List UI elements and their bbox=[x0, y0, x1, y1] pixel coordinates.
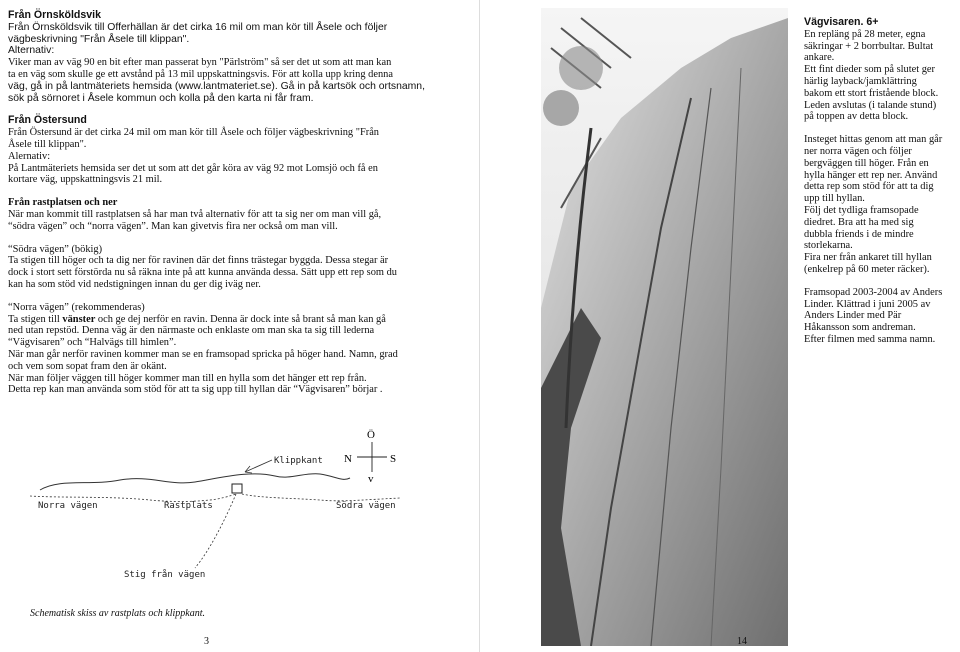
compass-west-label: N bbox=[344, 453, 352, 465]
text-line: (enkelrep på 60 meter räcker). bbox=[804, 263, 930, 275]
klippkant-arrow bbox=[245, 460, 272, 472]
text-line: När man går nerför ravinen kommer man se en framsopad spricka på höger hand. Namn, grad bbox=[8, 348, 398, 360]
cliff-photo-illustration bbox=[541, 8, 788, 646]
sketch-diagram bbox=[20, 420, 420, 605]
compass-east-label: S bbox=[390, 453, 397, 465]
text-line: bergväggen till höger. Från en bbox=[804, 157, 929, 169]
rastplats-box bbox=[232, 484, 242, 493]
text-line: dubbla friends i de mindre bbox=[804, 228, 914, 240]
text-line: Fira ner från ankaret till hyllan bbox=[804, 252, 932, 264]
text-line: vägbeskrivning "Från Åsele till klippan". bbox=[8, 33, 190, 45]
text-line: detta rep som stöd för att ta dig bbox=[804, 181, 934, 193]
text-line: härlig layback/jamklättring bbox=[804, 75, 917, 87]
sketch-caption: Schematisk skiss av rastplats och klippkant. bbox=[30, 608, 205, 619]
route-description bbox=[804, 17, 956, 346]
text-fragment: och ge dej nerför en ravin. Denna är dock inte så brant så man kan gå bbox=[95, 313, 386, 325]
text-line: Efter filmen med samma namn. bbox=[804, 333, 936, 345]
text-line: Följ det tydliga framsopade bbox=[804, 204, 919, 216]
text-line: och vem som sopat fram den är okänt. bbox=[8, 360, 167, 372]
text-line: “Vägvisaren” och “Halvägs till himlen”. bbox=[8, 337, 177, 349]
page-number: 3 bbox=[204, 636, 209, 647]
text-line: hylla hänger ett rep ner. Använd bbox=[804, 169, 938, 181]
section-heading: Från rastplatsen och ner bbox=[8, 197, 118, 209]
emphasis: vänster bbox=[62, 313, 96, 325]
right-page bbox=[481, 0, 960, 652]
cliff-photo bbox=[541, 8, 788, 646]
section-heading: “Norra vägen” (rekommenderas) bbox=[8, 301, 145, 313]
text-line: Alternativ: bbox=[8, 45, 55, 57]
text-line: Håkansson som andreman. bbox=[804, 322, 916, 334]
text-line: Framsopad 2003-2004 av Anders bbox=[804, 286, 943, 298]
section-heading: Från Östersund bbox=[8, 114, 87, 127]
text-line: kortare väg, uppskattningsvis 21 mil. bbox=[8, 174, 163, 186]
text-line: Detta rep kan man använda som stöd för att ta sig upp till hyllan där “Vägvisaren” börjar . bbox=[8, 384, 383, 396]
text-line: ned utan repstöd. Denna väg är den närmaste och enklaste om man ska ta sig till lederna bbox=[8, 325, 375, 337]
text-line: Ta stigen till höger och ta dig ner för ravinen där det finns trästegar byggda. Dessa stegar är bbox=[8, 255, 389, 267]
text-line: När man följer väggen till höger kommer man till en hylla som det hänger ett rep från. bbox=[8, 372, 367, 384]
text-line: på toppen av detta block. bbox=[804, 111, 909, 123]
text-line: ta en väg som skulle ge ett avstånd på 13 mil uppskattningsvis. För att kolla upp kring denna bbox=[8, 68, 393, 80]
text-line: kan ha som stöd vid nedstigningen innan du ger dig iväg ner. bbox=[8, 278, 261, 290]
text-line: storlekarna. bbox=[804, 240, 853, 252]
text-line: bakom ett stort fristående block. bbox=[804, 87, 939, 99]
text-line: Linder. Klättrad i juni 2005 av bbox=[804, 298, 931, 310]
text-line bbox=[8, 314, 473, 326]
page-number: 14 bbox=[737, 636, 747, 647]
route-heading: Vägvisaren. 6+ bbox=[804, 16, 879, 28]
text-line: Ett fint dieder som på slutet ger bbox=[804, 64, 936, 76]
compass-north-label: Ö bbox=[367, 429, 375, 441]
rastplats-label: Rastplats bbox=[164, 501, 213, 511]
stig-label: Stig från vägen bbox=[124, 570, 206, 580]
text-line: väg, gå in på lantmäteriets hemsida (www.lantmateriet.se). Gå in på kartsök och ortsnamn, bbox=[8, 80, 425, 92]
text-line: ankare. bbox=[804, 52, 835, 64]
text-line: diedret. Bra att ha med sig bbox=[804, 216, 914, 228]
text-line: Från Östersund är det cirka 24 mil om man kör till Åsele och följer vägbeskrivning "Från bbox=[8, 127, 380, 139]
sodra-vagen-label: Södra vägen bbox=[336, 501, 396, 511]
text-line: När man kommit till rastplatsen så har man två alternativ för att ta sig ner om man vill gå, bbox=[8, 208, 382, 220]
text-line: På Lantmäteriets hemsida ser det ut som att det går köra av väg 92 mot Lomsjö och få en bbox=[8, 162, 378, 174]
text-line: sök på sörnoret i Åsele kommun och kolla på den karta ni får fram. bbox=[8, 92, 314, 104]
ornskoldsvik-section bbox=[8, 10, 473, 396]
text-line: Viker man av väg 90 en bit efter man passerat byn "Pärlström" så ser det ut som att man kan bbox=[8, 57, 392, 69]
text-line: Från Örnsköldsvik till Offerhällan är det cirka 16 mil om man kör till Åsele och följer bbox=[8, 21, 388, 33]
text-line: säkringar + 2 borrbultar. Bultat bbox=[804, 40, 934, 52]
text-line: “södra vägen” och “norra vägen”. Man kan givetvis fira ner också om man vill. bbox=[8, 220, 338, 232]
text-fragment: Ta stigen till bbox=[8, 313, 63, 325]
cliff-edge-line bbox=[40, 474, 350, 490]
text-line: Insteget hittas genom att man går bbox=[804, 134, 943, 146]
text-line: Leden avslutas (i talande stund) bbox=[804, 99, 937, 111]
compass bbox=[344, 429, 396, 485]
compass-south-label: v bbox=[368, 473, 374, 485]
text-line: ner norra vägen och följer bbox=[804, 145, 912, 157]
section-heading: Från Örnsköldsvik bbox=[8, 9, 102, 21]
text-line: Anders Linder med Pär bbox=[804, 310, 902, 322]
text-line: Åsele till klippan". bbox=[8, 138, 87, 150]
text-line: En repläng på 28 meter, egna bbox=[804, 28, 926, 40]
norra-vagen-label: Norra vägen bbox=[38, 501, 98, 511]
section-heading: “Södra vägen” (bökig) bbox=[8, 243, 103, 255]
text-line: Alernativ: bbox=[8, 150, 51, 162]
text-line: upp till hyllan. bbox=[804, 193, 865, 205]
trail-sodra bbox=[242, 494, 400, 501]
klippkant-label: Klippkant bbox=[274, 456, 323, 466]
text-line: dock i stort sett förstörda nu så räkna inte på att kunna använda dessa. Sätt upp ett rep som du bbox=[8, 267, 397, 279]
